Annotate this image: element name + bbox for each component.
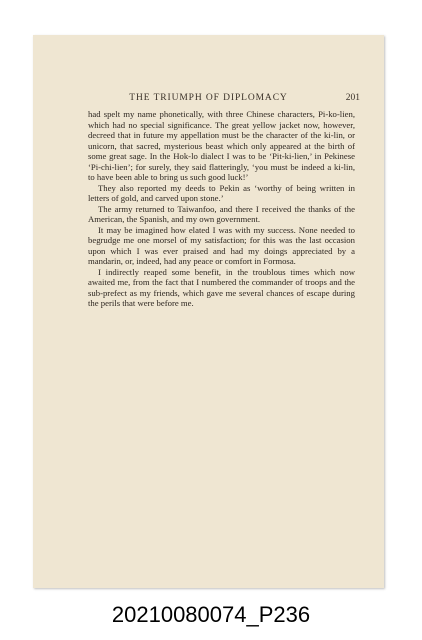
book-page: [33, 35, 384, 588]
page-body: [88, 109, 355, 309]
header-title: THE TRIUMPH OF DIPLOMACY: [129, 93, 288, 103]
paragraph: I indirectly reaped some benefit, in the troublous times which now awaited me, from the fact that I numbered the commander of troops and the sub-prefect as my friends, which gave me several chances of escape during the perils that were before me.: [88, 266, 355, 308]
page-number: 201: [345, 93, 360, 103]
paragraph: They also reported my deeds to Pekin as ‘worthy of being written in letters of gold, and carved upon stone.’: [88, 182, 355, 203]
paragraph: had spelt my name phonetically, with three Chinese characters, Pi-ko-lien, which had no special significance. The great yellow jacket now, however, decreed that in future my appellation must be the character of the ki-lin, or unicorn, that sacred, mysterious beast which only appeared at the birth of some great sage. In the Hok-lo dialect I was to be ‘Pit-ki-lien,’ in Pekinese ‘Pi-chi-lien’; for surely, they said flatteringly, ‘you must be indeed a ki-lin, to have been able to bring us such good luck!’: [88, 109, 355, 182]
running-header: [33, 93, 384, 107]
image-id-caption: 20210080074_P236: [111, 602, 311, 627]
paragraph: The army returned to Taiwanfoo, and there I received the thanks of the American, the Spanish, and my own government.: [88, 203, 355, 224]
paragraph: It may be imagined how elated I was with my success. None needed to begrudge me one morsel of my satisfaction; for this was the last occasion upon which I was ever praised and had my doings appreciated by a mandarin, or, indeed, had any peace or comfort in Formosa.: [88, 224, 355, 266]
